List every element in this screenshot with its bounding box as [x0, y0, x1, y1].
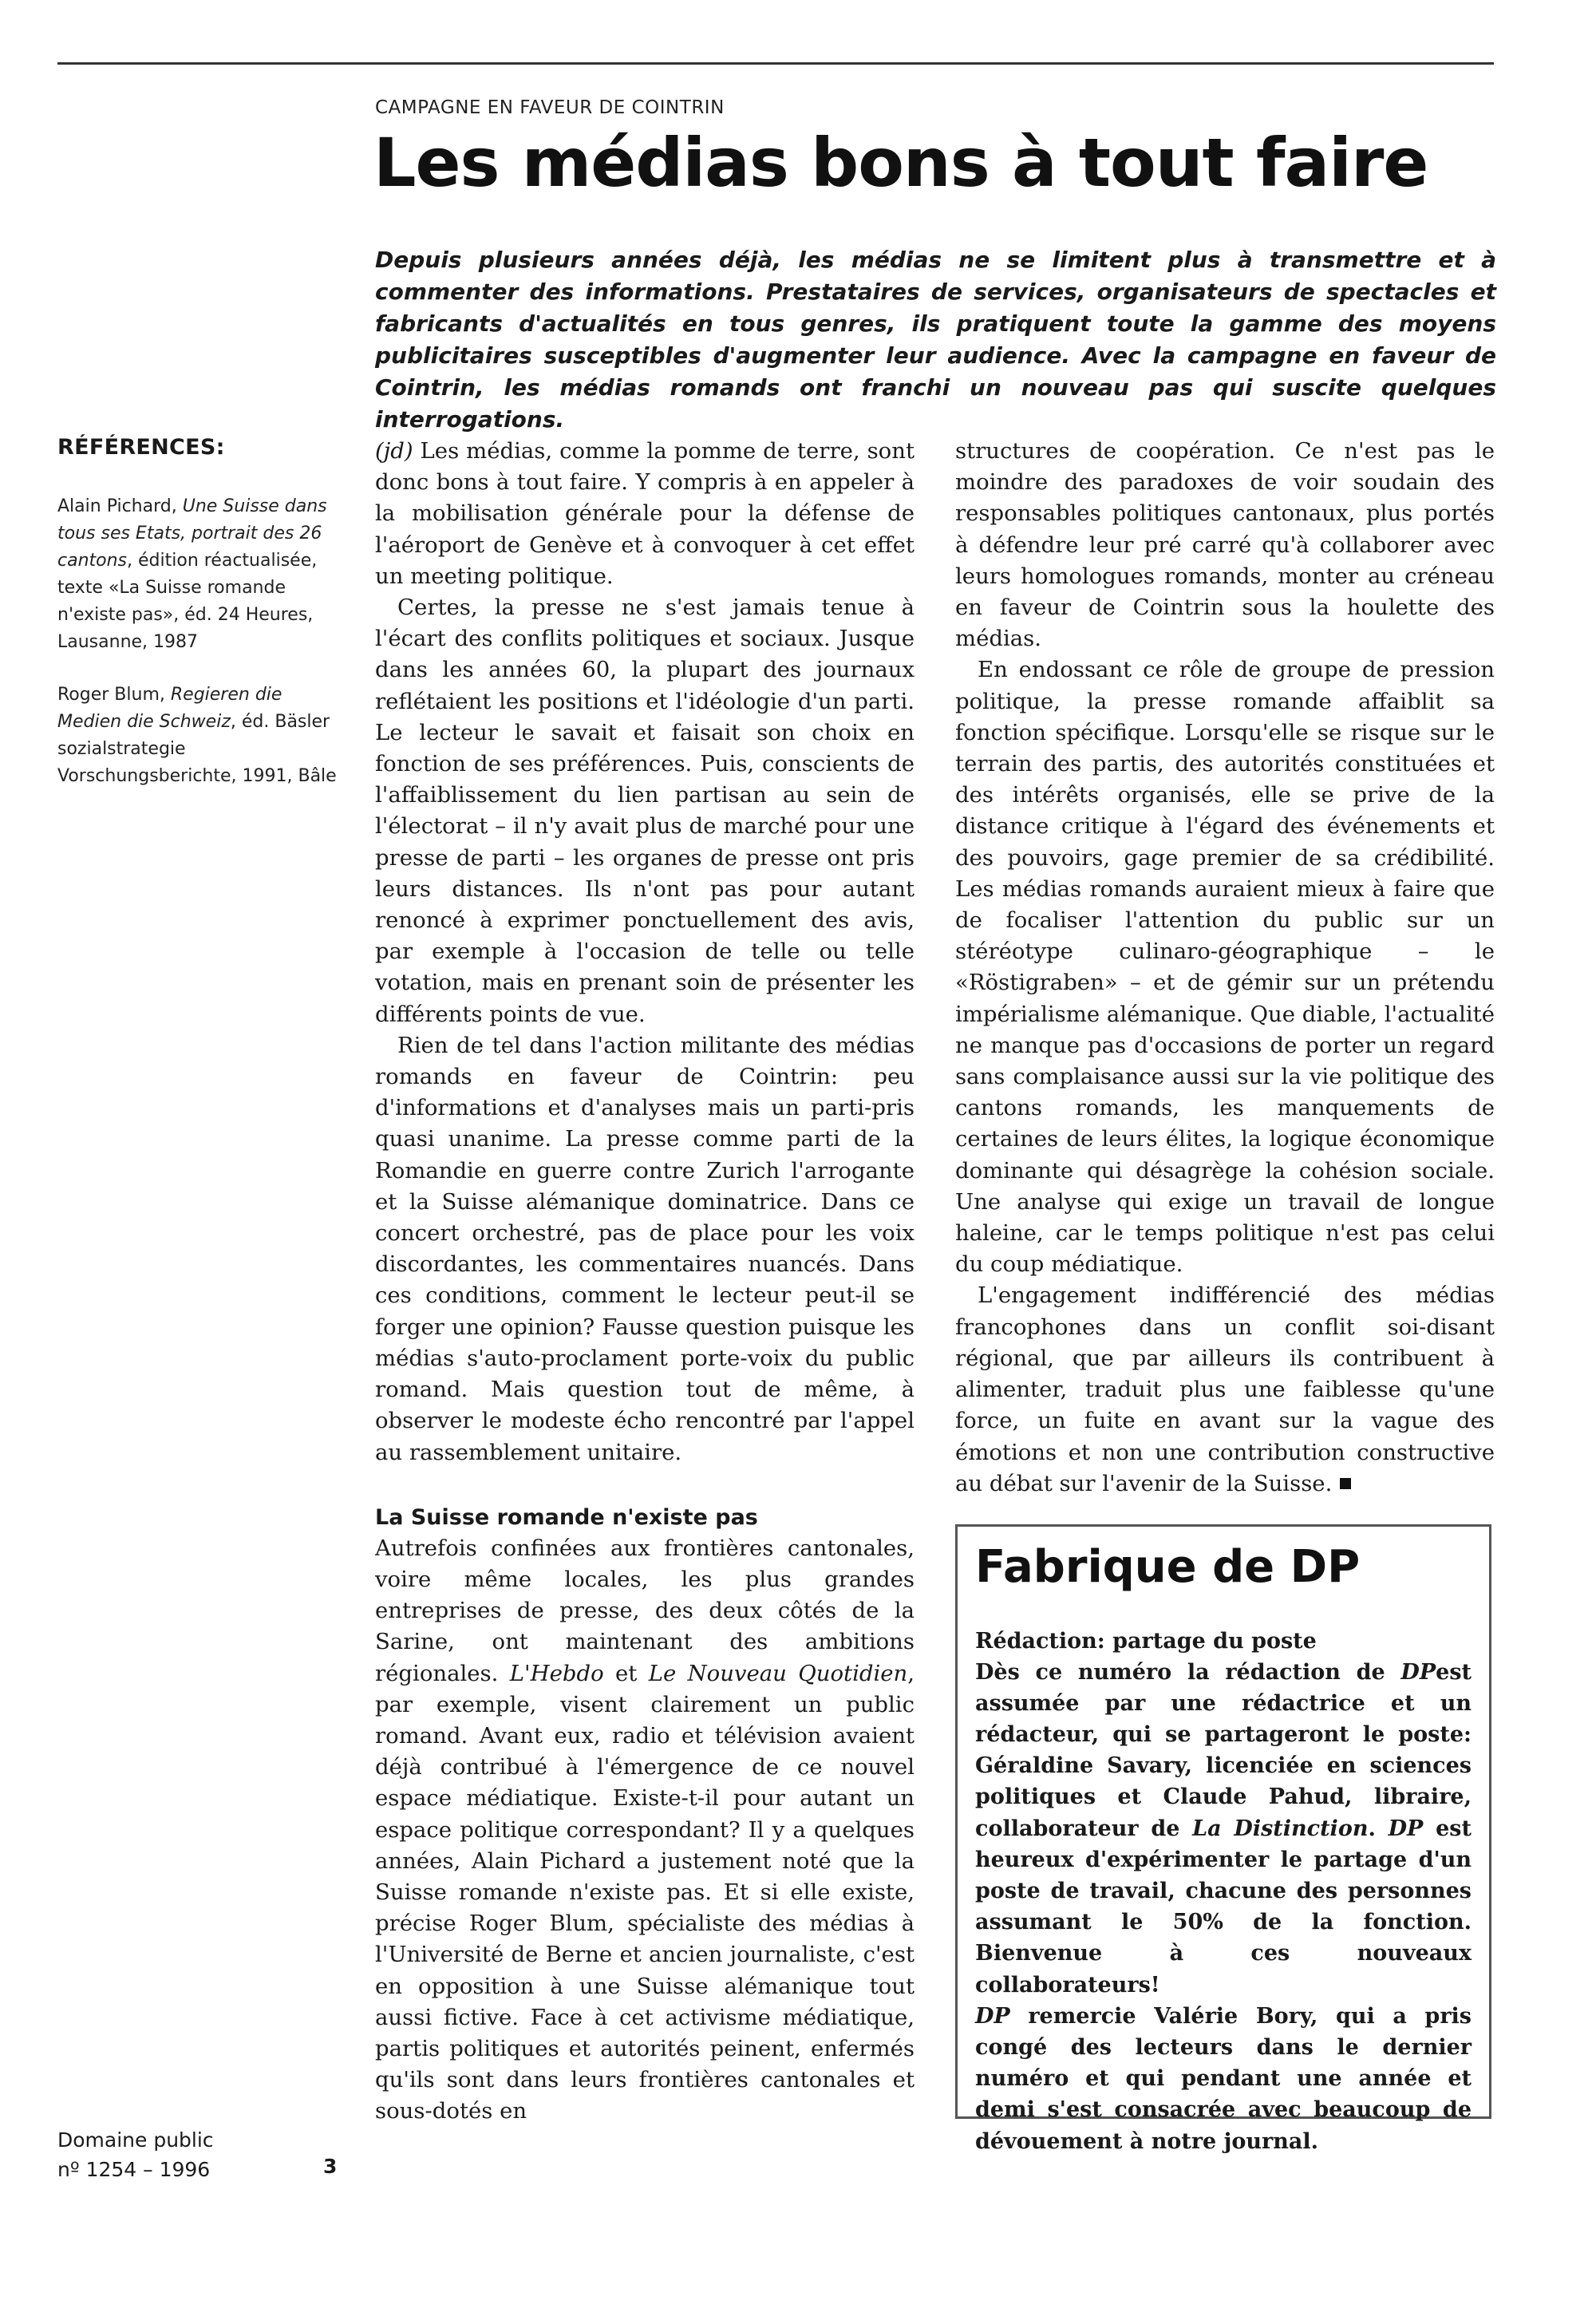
- article-paragraph: [375, 436, 915, 592]
- box-text: Dès ce numéro la rédaction de: [975, 1659, 1401, 1685]
- reference-author: Roger Blum,: [57, 685, 171, 705]
- publication-title: La Distinction: [1192, 1816, 1369, 1841]
- publication-title: Le Nouveau Quotidien: [648, 1660, 908, 1686]
- article-paragraph: L'engagement indifférencié des médias francophones dans un conflit soi-disant régional, que par ailleurs ils contribuent à alimenter, traduit plus une faiblesse qu'une force, un fuite en avant sur la vague des émotions et non une contribution constructive au débat sur l'avenir de la Suisse.: [955, 1282, 1495, 1496]
- publication-title: DP: [975, 2003, 1010, 2029]
- article-lead: Depuis plusieurs années déjà, les médias ne se limitent plus à transmettre et à commenter des informations. Prestataires de services, organisateurs de spectacles et fabricants d'actualités en tous genres, ils pratiquent toute la gamme des moyens publicitaires susceptibles d'augmenter leur audience. Avec la campagne en faveur de Cointrin, les médias romands ont franchi un nouveau pas qui suscite quelques interrogations.: [375, 247, 1496, 433]
- box-text: est heureux d'expérimenter le partage d'un poste de travail, chacune des personnes assumant le 50% de la fonction. Bienvenue à ces nouveaux collaborateurs!: [975, 1816, 1472, 1998]
- fabrique-de-dp-box: [955, 1524, 1491, 2154]
- issue-number: nº 1254 – 1996: [57, 2158, 211, 2181]
- article-paragraph: Certes, la presse ne s'est jamais tenue à l'écart des conflits politiques et sociaux. Jusque dans les années 60, la plupart des journaux reflétaient les positions et l'idéologie d'un parti. Le lecteur le savait et faisait son choix en fonction de ses préférences. Puis, conscients de l'affaiblissement du lien partisan au sein de l'électorat – il n'y avait plus de marché pour une presse de parti – les organes de presse ont pris leurs distances. Ils n'ont pas pour autant renoncé à exprimer ponctuellement des avis, par exemple à l'occasion de telle ou telle votation, mais en prenant soin de présenter les différents points de vue.: [375, 595, 915, 1027]
- paragraph-text: Les médias, comme la pomme de terre, sont donc bons à tout faire. Y compris à en appeler à la mobilisation générale pour la défense de l'aéroport de Genève et à convoquer à cet effet un meeting politique.: [375, 438, 915, 589]
- section-subheading: La Suisse romande n'existe pas: [375, 1504, 758, 1530]
- reference-details: , éd. Bäsler sozialstrategie Vorschungsberichte, 1991, Bâle: [57, 712, 337, 786]
- box-paragraph: [975, 2001, 1472, 2157]
- paragraph-text: et: [603, 1660, 649, 1686]
- author-initials: (jd): [375, 438, 413, 464]
- references-sidebar: [57, 435, 337, 816]
- article-paragraph-continued: structures de coopération. Ce n'est pas le moindre des paradoxes de voir soudain des responsables politiques cantonaux, plus portés à défendre leur pré carré qu'à collaborer avec leurs homologues romands, monter au créneau en faveur de Cointrin sous la houlette des médias.: [955, 438, 1495, 652]
- reference-item: [57, 682, 337, 790]
- publication-name: Domaine public: [57, 2128, 214, 2152]
- box-paragraph: [975, 1657, 1472, 2001]
- reference-author: Alain Pichard,: [57, 496, 183, 516]
- publication-title: L'Hebdo: [509, 1660, 604, 1686]
- reference-work: Une Suisse dans tous ses Etats, portrait des 26 cantons: [57, 496, 327, 571]
- article-column-1: [375, 436, 915, 2128]
- reference-details: , édition réactualisée, texte «La Suisse romande n'existe pas», éd. 24 Heures, Lausanne, 1987: [57, 551, 318, 652]
- box-title: Fabrique de DP: [975, 1541, 1361, 1593]
- article-paragraph: En endossant ce rôle de groupe de pression politique, la presse romande affaiblit sa fonction spécifique. Lorsqu'elle se risque sur le terrain des partis, des autorités constituées et des intérêts organisés, elle se prive de la distance critique à l'égard des événements et des pouvoirs, gage premier de sa crédibilité. Les médias romands auraient mieux à faire que de focaliser l'attention du public sur un stéréotype culinaro-géographique – le «Röstigraben» – et de gémir sur un prétendu impérialisme alémanique. Que diable, l'actualité ne manque pas d'occasions de porter un regard sans complaisance aussi sur la vie politique des cantons romands, les manquements de certaines de leurs élites, la logique économique dominante qui désagrège la cohésion sociale. Une analyse qui exige un travail de longue haleine, car le temps politique n'est pas celui du coup médiatique.: [955, 657, 1495, 1278]
- article-column-2: [955, 436, 1495, 1500]
- article-kicker: CAMPAGNE EN FAVEUR DE COINTRIN: [375, 97, 725, 118]
- box-text: .: [1368, 1816, 1389, 1841]
- article-paragraph: Rien de tel dans l'action militante des médias romands en faveur de Cointrin: peu d'informations et d'analyses mais un parti-pris quasi unanime. La presse comme parti de la Romandie en guerre contre Zurich l'arrogante et la Suisse alémanique dominatrice. Dans ce concert orchestré, pas de place pour les voix discordantes, les commentaires nuancés. Dans ces conditions, comment le lecteur peut-il se forger une opinion? Fausse question puisque les médias s'auto-proclament porte-voix du public romand. Mais question tout de même, à observer le modeste écho rencontré par l'appel au rassemblement unitaire.: [375, 1032, 915, 1465]
- paragraph-text: , par exemple, visent clairement un public romand. Avant eux, radio et télévision avaient déjà contribué à l'émergence de ce nouvel espace médiatique. Existe-t-il pour autant un espace politique correspondant? Il y a quelques années, Alain Pichard a justement noté que la Suisse romande n'existe pas. Et si elle existe, précise Roger Blum, spécialiste des médias à l'Université de Berne et ancien journaliste, c'est en opposition à une Suisse alémanique tout aussi fictive. Face à cet activisme médiatique, partis politiques et autorités peinent, enfermés qu'ils sont dans leurs frontières cantonales et sous-dotés en: [375, 1660, 915, 2124]
- top-rule: [57, 62, 1494, 65]
- article-paragraph: [375, 1533, 915, 2128]
- publication-title: DP: [1388, 1816, 1424, 1841]
- publication-title: DP: [1400, 1659, 1436, 1685]
- page-number: 3: [323, 2155, 338, 2178]
- box-text: est assumée par une rédactrice et un rédacteur, qui se partageront le poste: Géraldine Savary, licenciée en sciences politiques et Claude Pahud, libraire, collaborateur de: [975, 1659, 1472, 1841]
- reference-item: [57, 493, 337, 656]
- box-text: remercie Valérie Bory, qui a pris congé des lecteurs dans le dernier numéro et qui pendant une année et demi s'est consacrée avec beaucoup de dévouement à notre journal.: [975, 2003, 1472, 2154]
- box-subtitle: Rédaction: partage du poste: [975, 1628, 1317, 1654]
- page-footer: [57, 2125, 214, 2184]
- end-of-article-mark: [1340, 1478, 1351, 1489]
- reference-work: Regieren die Medien die Schweiz: [57, 685, 282, 732]
- references-heading: RÉFÉRENCES:: [57, 435, 225, 460]
- paragraph-text: Autrefois confinées aux frontières cantonales, voire même locales, les plus grandes entreprises de presse, des deux côtés de la Sarine, ont maintenant des ambitions régionales.: [375, 1535, 915, 1686]
- article-title: Les médias bons à tout faire: [373, 124, 1428, 202]
